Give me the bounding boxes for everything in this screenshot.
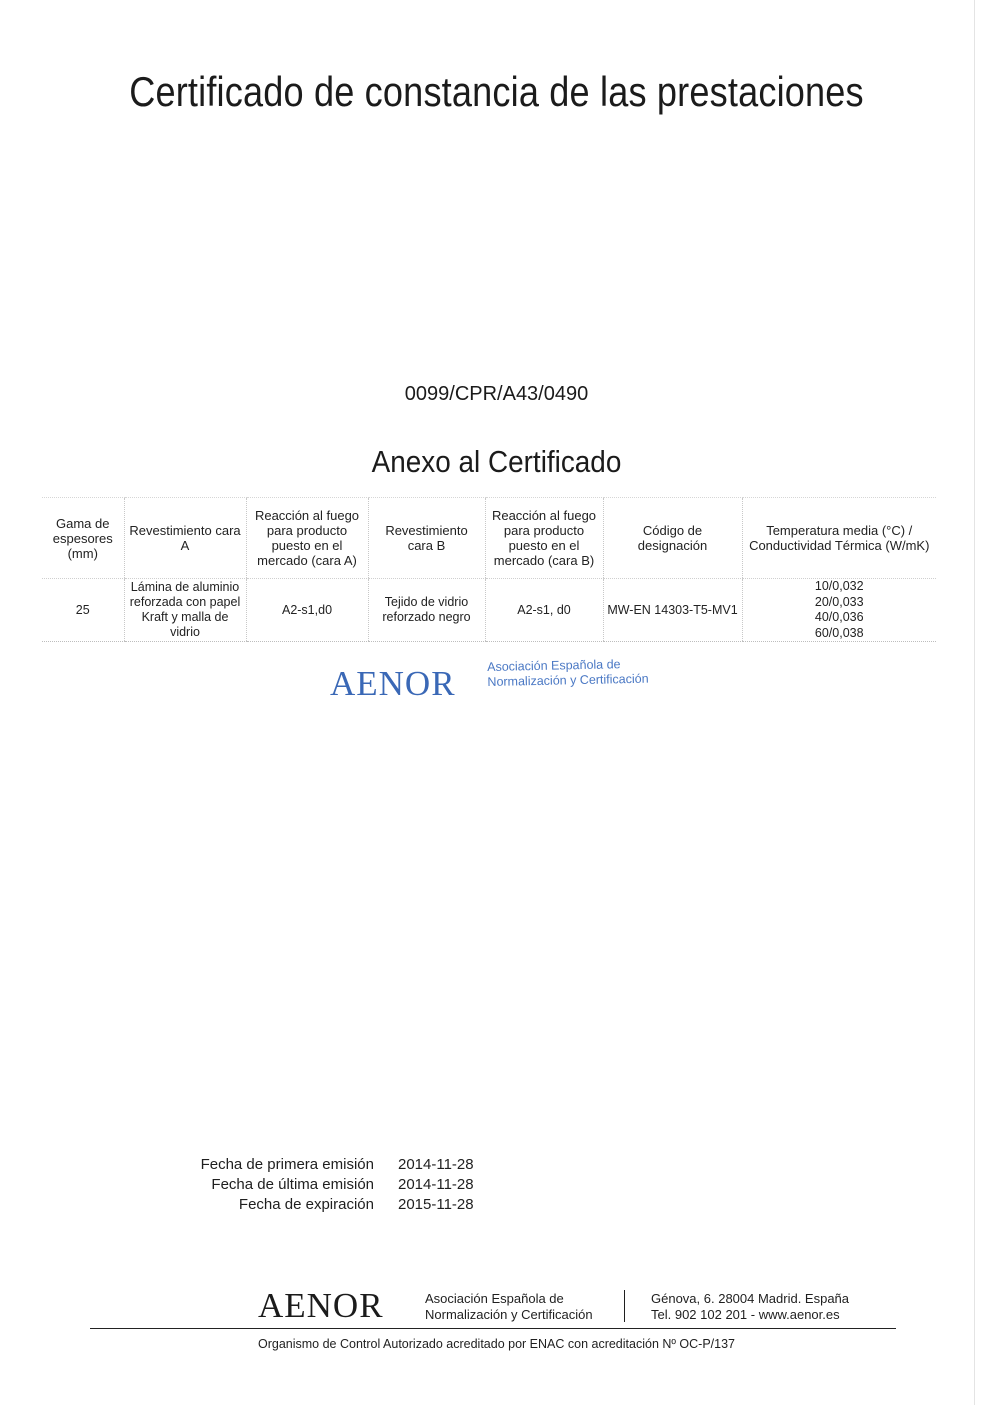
annex-title: Anexo al Certificado: [371, 444, 622, 479]
footer-accreditation-note: Organismo de Control Autorizado acreditado por ENAC con acreditación Nº OC-P/137: [257, 1337, 736, 1351]
footer-org-line: Normalización y Certificación: [425, 1307, 593, 1322]
cell-facing-a: Lámina de aluminio reforzada con papel Kraft y malla de vidrio: [124, 579, 246, 642]
date-value: 2015-11-28: [398, 1196, 474, 1213]
header-facing-b: Revestimiento cara B: [368, 498, 485, 579]
date-row: [200, 1155, 600, 1175]
footer-separator: [624, 1290, 625, 1322]
cell-facing-b: Tejido de vidrio reforzado negro: [368, 579, 485, 642]
cell-fire-a: A2-s1,d0: [246, 579, 368, 642]
header-designation-code: Código de designación: [603, 498, 742, 579]
annex-table: [42, 497, 936, 642]
footer-divider: [90, 1328, 896, 1329]
footer-org-line: Asociación Española de: [425, 1291, 564, 1306]
stamp-logo: AENOR: [330, 664, 456, 703]
date-label: Fecha de última emisión: [211, 1176, 374, 1193]
header-fire-b: Reacción al fuego para producto puesto en el mercado (cara B): [485, 498, 603, 579]
footer-org: [425, 1291, 593, 1323]
header-conductivity: Temperatura media (°C) / Conductividad Térmica (W/mK): [742, 498, 936, 579]
conductivity-value: 40/0,036: [814, 610, 864, 624]
conductivity-value: 10/0,032: [814, 579, 864, 593]
date-value: 2014-11-28: [398, 1176, 474, 1193]
page-edge: [974, 0, 975, 1405]
header-fire-a: Reacción al fuego para producto puesto en el mercado (cara A): [246, 498, 368, 579]
table-header-row: [42, 498, 936, 579]
footer-address-line: Tel. 902 102 201 - www.aenor.es: [651, 1307, 840, 1322]
date-row: [200, 1175, 600, 1195]
cell-fire-b: A2-s1, d0: [485, 579, 603, 642]
footer-address: [651, 1291, 849, 1323]
aenor-stamp: [330, 658, 670, 706]
table-row: [42, 579, 936, 642]
cell-conductivity: [742, 579, 936, 642]
cell-designation-code: MW-EN 14303-T5-MV1: [603, 579, 742, 642]
stamp-line: Asociación Española de: [487, 657, 621, 674]
conductivity-value: 60/0,038: [814, 625, 864, 640]
footer-brand: AENOR: [258, 1286, 384, 1325]
footer-address-line: Génova, 6. 28004 Madrid. España: [651, 1291, 850, 1306]
date-label: Fecha de expiración: [238, 1196, 374, 1213]
header-thickness: Gama de espesores (mm): [42, 498, 124, 579]
date-label: Fecha de primera emisión: [200, 1156, 374, 1173]
date-value: 2014-11-28: [398, 1156, 474, 1173]
date-row: [200, 1195, 600, 1215]
header-facing-a: Revestimiento cara A: [124, 498, 246, 579]
issue-dates: [200, 1155, 600, 1215]
conductivity-value: 20/0,033: [814, 594, 864, 609]
document-title: Certificado de constancia de las prestaciones: [129, 68, 864, 115]
certificate-number: 0099/CPR/A43/0490: [404, 383, 589, 405]
cell-thickness: 25: [42, 579, 124, 642]
stamp-line: Normalización y Certificación: [487, 671, 649, 689]
stamp-text: [487, 657, 649, 690]
